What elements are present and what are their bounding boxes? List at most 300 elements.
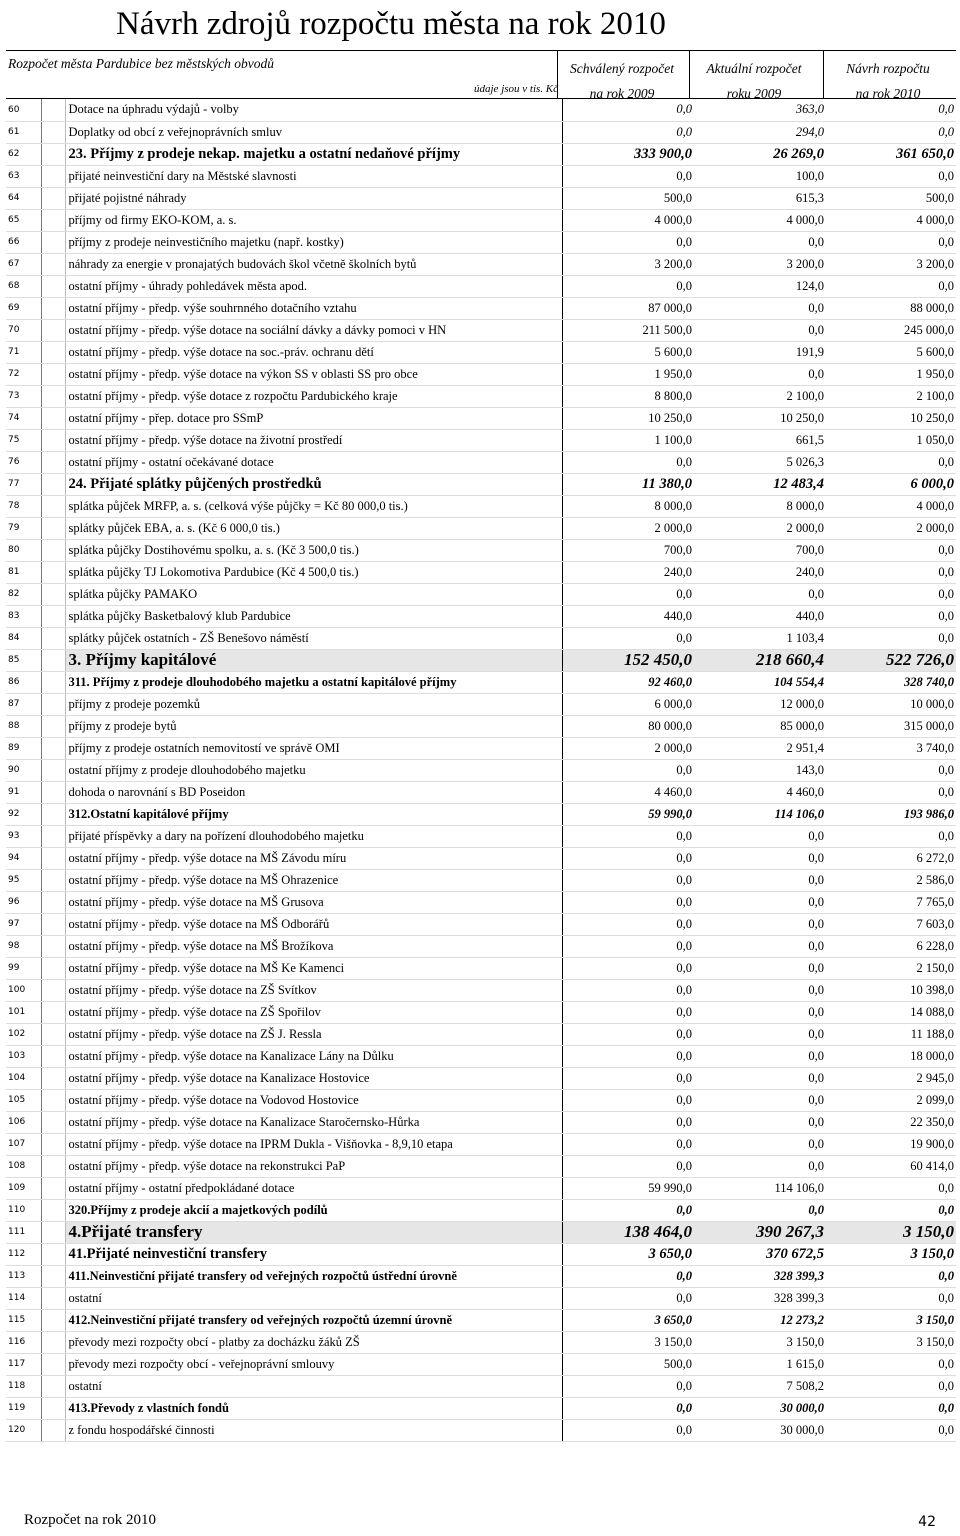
row-label: splátky půjček EBA, a. s. (Kč 6 000,0 tis.) [65,517,562,539]
row-spacer [41,1397,65,1419]
value-actual-2009: 328 399,3 [694,1287,826,1309]
value-approved-2009: 211 500,0 [562,319,694,341]
row-spacer [41,297,65,319]
value-proposal-2010: 2 099,0 [826,1089,956,1111]
value-proposal-2010: 1 050,0 [826,429,956,451]
row-label: příjmy z prodeje pozemků [65,693,562,715]
row-spacer [41,979,65,1001]
value-approved-2009: 0,0 [562,1287,694,1309]
row-spacer [41,935,65,957]
row-label: 413.Převody z vlastních fondů [65,1397,562,1419]
row-spacer [41,1199,65,1221]
row-label: Doplatky od obcí z veřejnoprávních smluv [65,121,562,143]
value-proposal-2010: 0,0 [826,759,956,781]
row-number: 71 [6,341,41,363]
row-number: 81 [6,561,41,583]
row-label: ostatní příjmy - úhrady pohledávek města apod. [65,275,562,297]
row-number: 108 [6,1155,41,1177]
row-spacer [41,649,65,671]
value-actual-2009: 0,0 [694,869,826,891]
row-spacer [41,957,65,979]
row-number: 91 [6,781,41,803]
row-spacer [41,605,65,627]
row-spacer [41,539,65,561]
value-approved-2009: 0,0 [562,1265,694,1287]
table-row [6,1067,956,1089]
column-header-proposal: Návrh rozpočtu na rok 2010 [846,61,930,101]
row-label: příjmy od firmy EKO-KOM, a. s. [65,209,562,231]
row-label: ostatní příjmy - přep. dotace pro SSmP [65,407,562,429]
row-number: 72 [6,363,41,385]
row-spacer [41,693,65,715]
value-actual-2009: 0,0 [694,363,826,385]
value-proposal-2010: 3 150,0 [826,1309,956,1331]
row-spacer [41,1309,65,1331]
value-approved-2009: 0,0 [562,627,694,649]
value-approved-2009: 6 000,0 [562,693,694,715]
table-row [6,1309,956,1331]
value-approved-2009: 0,0 [562,1067,694,1089]
value-proposal-2010: 22 350,0 [826,1111,956,1133]
row-label: ostatní příjmy z prodeje dlouhodobého majetku [65,759,562,781]
row-spacer [41,517,65,539]
row-label: ostatní příjmy - předp. výše dotace na MŠ Ke Kamenci [65,957,562,979]
row-number: 104 [6,1067,41,1089]
row-number: 101 [6,1001,41,1023]
table-row [6,781,956,803]
value-actual-2009: 0,0 [694,1089,826,1111]
value-approved-2009: 3 200,0 [562,253,694,275]
table-row [6,891,956,913]
row-number: 102 [6,1023,41,1045]
table-row [6,1001,956,1023]
row-number: 106 [6,1111,41,1133]
row-label: ostatní příjmy - předp. výše dotace na ZŠ Spořilov [65,1001,562,1023]
row-spacer [41,253,65,275]
table-row [6,605,956,627]
value-approved-2009: 0,0 [562,1375,694,1397]
row-number: 99 [6,957,41,979]
value-actual-2009: 328 399,3 [694,1265,826,1287]
value-actual-2009: 240,0 [694,561,826,583]
row-spacer [41,143,65,165]
value-proposal-2010: 2 150,0 [826,957,956,979]
row-number: 61 [6,121,41,143]
row-number: 77 [6,473,41,495]
value-approved-2009: 87 000,0 [562,297,694,319]
value-proposal-2010: 0,0 [826,583,956,605]
value-proposal-2010: 0,0 [826,561,956,583]
value-approved-2009: 0,0 [562,1111,694,1133]
value-actual-2009: 0,0 [694,913,826,935]
row-spacer [41,187,65,209]
row-label: ostatní příjmy - předp. výše dotace na výkon SS v oblasti SS pro obce [65,363,562,385]
value-proposal-2010: 10 398,0 [826,979,956,1001]
table-row [6,253,956,275]
value-actual-2009: 114 106,0 [694,1177,826,1199]
value-proposal-2010: 0,0 [826,231,956,253]
value-proposal-2010: 10 000,0 [826,693,956,715]
value-approved-2009: 0,0 [562,759,694,781]
row-spacer [41,1265,65,1287]
value-approved-2009: 0,0 [562,1023,694,1045]
table-row [6,1045,956,1067]
row-number: 64 [6,187,41,209]
value-approved-2009: 0,0 [562,451,694,473]
table-row [6,1243,956,1265]
value-actual-2009: 390 267,3 [694,1221,826,1243]
row-number: 60 [6,99,41,121]
value-actual-2009: 100,0 [694,165,826,187]
value-actual-2009: 30 000,0 [694,1419,826,1441]
row-label: 311. Příjmy z prodeje dlouhodobého majetku a ostatní kapitálové příjmy [65,671,562,693]
row-label: ostatní příjmy - předp. výše dotace na Vodovod Hostovice [65,1089,562,1111]
row-number: 89 [6,737,41,759]
row-label: ostatní [65,1375,562,1397]
row-label: přijaté pojistné náhrady [65,187,562,209]
value-approved-2009: 3 150,0 [562,1331,694,1353]
value-actual-2009: 12 000,0 [694,693,826,715]
row-spacer [41,715,65,737]
row-label: ostatní příjmy - předp. výše dotace na životní prostředí [65,429,562,451]
value-approved-2009: 5 600,0 [562,341,694,363]
row-spacer [41,407,65,429]
table-row [6,671,956,693]
value-approved-2009: 2 000,0 [562,737,694,759]
value-proposal-2010: 3 150,0 [826,1243,956,1265]
row-label: přijaté neinvestiční dary na Městské slavnosti [65,165,562,187]
value-actual-2009: 0,0 [694,1133,826,1155]
table-row [6,1111,956,1133]
row-number: 116 [6,1331,41,1353]
row-spacer [41,869,65,891]
row-label: ostatní příjmy - předp. výše dotace na MŠ Závodu míru [65,847,562,869]
row-number: 114 [6,1287,41,1309]
row-number: 100 [6,979,41,1001]
value-approved-2009: 0,0 [562,825,694,847]
value-actual-2009: 3 200,0 [694,253,826,275]
value-approved-2009: 0,0 [562,1001,694,1023]
value-actual-2009: 700,0 [694,539,826,561]
row-number: 69 [6,297,41,319]
value-actual-2009: 0,0 [694,891,826,913]
value-actual-2009: 10 250,0 [694,407,826,429]
row-number: 110 [6,1199,41,1221]
value-proposal-2010: 7 603,0 [826,913,956,935]
row-number: 66 [6,231,41,253]
value-proposal-2010: 0,0 [826,1375,956,1397]
value-proposal-2010: 18 000,0 [826,1045,956,1067]
table-row [6,583,956,605]
value-proposal-2010: 315 000,0 [826,715,956,737]
value-proposal-2010: 14 088,0 [826,1001,956,1023]
value-proposal-2010: 88 000,0 [826,297,956,319]
value-approved-2009: 0,0 [562,1045,694,1067]
row-spacer [41,561,65,583]
table-row [6,539,956,561]
row-label: ostatní příjmy - předp. výše dotace na ZŠ Svítkov [65,979,562,1001]
value-actual-2009: 4 000,0 [694,209,826,231]
value-approved-2009: 0,0 [562,1089,694,1111]
table-row [6,231,956,253]
value-actual-2009: 0,0 [694,847,826,869]
row-label: ostatní příjmy - předp. výše dotace na MŠ Odborářů [65,913,562,935]
row-number: 105 [6,1089,41,1111]
row-label: ostatní příjmy - předp. výše dotace na MŠ Ohrazenice [65,869,562,891]
row-label: splátky půjček ostatních - ZŠ Benešovo náměstí [65,627,562,649]
row-label: náhrady za energie v pronajatých budovách škol včetně školních bytů [65,253,562,275]
page-title: Návrh zdrojů rozpočtu města na rok 2010 [116,6,666,42]
row-label: ostatní příjmy - předp. výše dotace na MŠ Brožíkova [65,935,562,957]
row-label: Dotace na úphradu výdajů - volby [65,99,562,121]
row-number: 88 [6,715,41,737]
row-number: 92 [6,803,41,825]
value-actual-2009: 2 100,0 [694,385,826,407]
row-label: ostatní příjmy - předp. výše dotace na soc.-práv. ochranu dětí [65,341,562,363]
table-row [6,803,956,825]
row-spacer [41,759,65,781]
row-spacer [41,165,65,187]
row-label: ostatní příjmy - předp. výše dotace na Kanalizace Hostovice [65,1067,562,1089]
row-spacer [41,671,65,693]
table-row [6,451,956,473]
value-proposal-2010: 0,0 [826,1265,956,1287]
value-approved-2009: 152 450,0 [562,649,694,671]
value-approved-2009: 0,0 [562,231,694,253]
row-label: ostatní příjmy - předp. výše dotace na MŠ Grusova [65,891,562,913]
row-spacer [41,1045,65,1067]
row-number: 87 [6,693,41,715]
table-row [6,99,956,121]
value-actual-2009: 218 660,4 [694,649,826,671]
table-row [6,1353,956,1375]
value-approved-2009: 4 460,0 [562,781,694,803]
table-row [6,429,956,451]
row-spacer [41,1331,65,1353]
row-spacer [41,1155,65,1177]
table-row [6,341,956,363]
value-proposal-2010: 0,0 [826,1419,956,1441]
table-row [6,979,956,1001]
value-proposal-2010: 0,0 [826,1177,956,1199]
value-approved-2009: 1 100,0 [562,429,694,451]
row-number: 82 [6,583,41,605]
value-actual-2009: 661,5 [694,429,826,451]
value-approved-2009: 0,0 [562,165,694,187]
value-proposal-2010: 0,0 [826,1287,956,1309]
row-spacer [41,1067,65,1089]
value-proposal-2010: 361 650,0 [826,143,956,165]
row-label: ostatní [65,1287,562,1309]
row-spacer [41,363,65,385]
value-proposal-2010: 60 414,0 [826,1155,956,1177]
value-approved-2009: 0,0 [562,121,694,143]
table-row [6,1023,956,1045]
row-label: 41.Přijaté neinvestiční transfery [65,1243,562,1265]
value-approved-2009: 1 950,0 [562,363,694,385]
row-label: splátka půjček MRFP, a. s. (celková výše půjčky = Kč 80 000,0 tis.) [65,495,562,517]
sheet-subtitle: Rozpočet města Pardubice bez městských obvodů [8,56,275,71]
value-proposal-2010: 5 600,0 [826,341,956,363]
value-proposal-2010: 0,0 [826,121,956,143]
row-spacer [41,737,65,759]
header-divider [557,50,558,98]
value-approved-2009: 4 000,0 [562,209,694,231]
value-proposal-2010: 1 950,0 [826,363,956,385]
row-spacer [41,891,65,913]
value-approved-2009: 0,0 [562,869,694,891]
row-label: převody mezi rozpočty obcí - platby za docházku žáků ZŠ [65,1331,562,1353]
value-actual-2009: 26 269,0 [694,143,826,165]
table-row [6,1287,956,1309]
value-proposal-2010: 10 250,0 [826,407,956,429]
value-proposal-2010: 3 200,0 [826,253,956,275]
table-row [6,1331,956,1353]
row-label: převody mezi rozpočty obcí - veřejnoprávní smlouvy [65,1353,562,1375]
value-actual-2009: 124,0 [694,275,826,297]
row-spacer [41,121,65,143]
row-label: ostatní příjmy - předp. výše dotace na Kanalizace Lány na Důlku [65,1045,562,1067]
row-label: splátka půjčky TJ Lokomotiva Pardubice (Kč 4 500,0 tis.) [65,561,562,583]
value-approved-2009: 700,0 [562,539,694,561]
row-spacer [41,495,65,517]
row-number: 79 [6,517,41,539]
value-actual-2009: 0,0 [694,979,826,1001]
row-number: 86 [6,671,41,693]
row-spacer [41,847,65,869]
column-header-approved: Schválený rozpočet na rok 2009 [569,61,675,101]
value-proposal-2010: 4 000,0 [826,495,956,517]
value-actual-2009: 615,3 [694,187,826,209]
value-actual-2009: 2 000,0 [694,517,826,539]
row-number: 115 [6,1309,41,1331]
row-label: 3. Příjmy kapitálové [65,649,562,671]
value-proposal-2010: 0,0 [826,165,956,187]
header-top-rule [6,50,956,51]
row-spacer [41,781,65,803]
value-proposal-2010: 3 740,0 [826,737,956,759]
value-proposal-2010: 2 000,0 [826,517,956,539]
row-number: 98 [6,935,41,957]
value-approved-2009: 0,0 [562,847,694,869]
row-number: 70 [6,319,41,341]
row-spacer [41,1023,65,1045]
row-number: 62 [6,143,41,165]
table-row [6,143,956,165]
page-number: 42 [918,1514,936,1530]
value-proposal-2010: 0,0 [826,99,956,121]
row-label: 412.Neinvestiční přijaté transfery od veřejných rozpočtů územní úrovně [65,1309,562,1331]
budget-table [6,99,956,1442]
value-actual-2009: 1 103,4 [694,627,826,649]
row-label: 320.Příjmy z prodeje akcií a majetkových podílů [65,1199,562,1221]
value-proposal-2010: 193 986,0 [826,803,956,825]
row-spacer [41,429,65,451]
row-label: 312.Ostatní kapitálové příjmy [65,803,562,825]
value-actual-2009: 3 150,0 [694,1331,826,1353]
value-approved-2009: 0,0 [562,275,694,297]
table-row [6,1265,956,1287]
value-proposal-2010: 0,0 [826,605,956,627]
row-number: 103 [6,1045,41,1067]
value-approved-2009: 3 650,0 [562,1309,694,1331]
table-row [6,649,956,671]
value-approved-2009: 0,0 [562,913,694,935]
row-number: 95 [6,869,41,891]
row-number: 65 [6,209,41,231]
row-number: 120 [6,1419,41,1441]
value-proposal-2010: 6 000,0 [826,473,956,495]
row-label: 24. Přijaté splátky půjčených prostředků [65,473,562,495]
table-row [6,275,956,297]
row-number: 107 [6,1133,41,1155]
value-proposal-2010: 6 272,0 [826,847,956,869]
table-row [6,473,956,495]
value-approved-2009: 0,0 [562,1199,694,1221]
row-spacer [41,1375,65,1397]
table-row [6,187,956,209]
row-number: 97 [6,913,41,935]
row-spacer [41,1287,65,1309]
value-proposal-2010: 3 150,0 [826,1331,956,1353]
value-proposal-2010: 19 900,0 [826,1133,956,1155]
row-label: 411.Neinvestiční přijaté transfery od veřejných rozpočtů ústřední úrovně [65,1265,562,1287]
row-spacer [41,1221,65,1243]
value-proposal-2010: 0,0 [826,451,956,473]
row-number: 90 [6,759,41,781]
value-approved-2009: 0,0 [562,891,694,913]
row-spacer [41,231,65,253]
row-spacer [41,1111,65,1133]
row-label: splátka půjčky Basketbalový klub Pardubice [65,605,562,627]
value-approved-2009: 0,0 [562,1419,694,1441]
row-number: 78 [6,495,41,517]
value-actual-2009: 85 000,0 [694,715,826,737]
value-approved-2009: 138 464,0 [562,1221,694,1243]
value-approved-2009: 92 460,0 [562,671,694,693]
row-number: 111 [6,1221,41,1243]
row-spacer [41,1133,65,1155]
value-actual-2009: 440,0 [694,605,826,627]
row-spacer [41,209,65,231]
value-actual-2009: 0,0 [694,1067,826,1089]
table-row [6,1155,956,1177]
row-spacer [41,319,65,341]
row-number: 76 [6,451,41,473]
value-proposal-2010: 328 740,0 [826,671,956,693]
row-label: ostatní příjmy - předp. výše dotace na ZŠ J. Ressla [65,1023,562,1045]
table-row [6,209,956,231]
value-proposal-2010: 0,0 [826,825,956,847]
table-row [6,759,956,781]
row-label: ostatní příjmy - předp. výše dotace z rozpočtu Pardubického kraje [65,385,562,407]
row-label: ostatní příjmy - předp. výše dotace na IPRM Dukla - Višňovka - 8,9,10 etapa [65,1133,562,1155]
value-proposal-2010: 6 228,0 [826,935,956,957]
value-proposal-2010: 0,0 [826,1397,956,1419]
table-row [6,1177,956,1199]
value-actual-2009: 0,0 [694,1045,826,1067]
value-proposal-2010: 2 586,0 [826,869,956,891]
table-row [6,913,956,935]
row-spacer [41,99,65,121]
table-row [6,715,956,737]
value-proposal-2010: 3 150,0 [826,1221,956,1243]
table-row [6,935,956,957]
table-row [6,165,956,187]
row-spacer [41,275,65,297]
value-approved-2009: 80 000,0 [562,715,694,737]
row-label: splátka půjčky PAMAKO [65,583,562,605]
